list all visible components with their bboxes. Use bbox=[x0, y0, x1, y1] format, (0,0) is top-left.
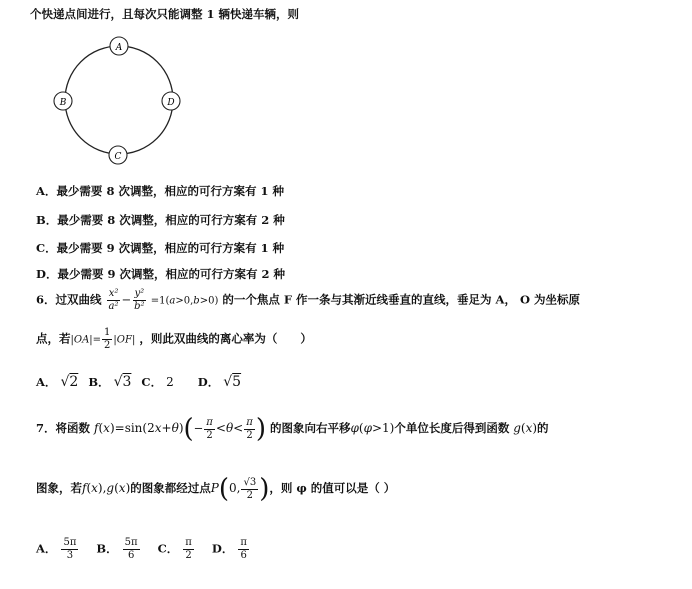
circle-diagram bbox=[40, 34, 200, 170]
svg-text:D: D bbox=[167, 98, 175, 108]
q7-options: A． $\frac{5\pi}{3}$ B． $\frac{5\pi}{6}$ C． $\frac{\pi}{2}$ D． $\frac{\pi}{6}$ bbox=[36, 537, 247, 561]
svg-text:C: C bbox=[114, 152, 122, 162]
node-a bbox=[110, 37, 128, 55]
node-b bbox=[54, 92, 72, 110]
node-d bbox=[162, 92, 180, 110]
intro-text: 个快递点间进行，且每次只能调整 1 辆快递车辆，则 bbox=[30, 7, 300, 21]
q5-option-b: B．最少需要 8 次调整，相应的可行方案有 2 种 bbox=[36, 213, 285, 227]
node-c bbox=[109, 146, 127, 164]
svg-text:B: B bbox=[59, 98, 67, 108]
q7-line-1: 7．将函数 f(x)=sin(2x+θ)(− $\frac{\pi}{2}$ <θ< $\frac{\pi}{2}$ ) 的图象向右平移φ(φ>1)个单位长度后得到函数 g(x)的 bbox=[36, 414, 549, 444]
q5-option-a: A．最少需要 8 次调整，相应的可行方案有 1 种 bbox=[36, 184, 284, 198]
q5-option-c: C．最少需要 9 次调整，相应的可行方案有 1 种 bbox=[36, 241, 285, 255]
q6-line-1: 6．过双曲线 $\frac{\text{x²}}{\text{a²}}$ − $\frac{\text{y²}}{\text{b²}}$ =1(a>0,b>0) 的一个焦点 F 作一条与其渐近线垂直的直线，垂足为 A， O 为坐标原 bbox=[36, 288, 580, 312]
q6-options: A． √2 B． √3 C． 2 D． √5 bbox=[36, 374, 242, 390]
q7-line-2: 图象，若f(x),g(x)的图象都经过点P(0, $\frac{√3}{2}$ )，则 φ 的值可以是（ ） bbox=[36, 474, 396, 504]
svg-text:A: A bbox=[115, 43, 123, 53]
q5-option-d: D．最少需要 9 次调整，相应的可行方案有 2 种 bbox=[36, 267, 286, 281]
q6-line-2: 点，若|OA|= $\frac{1}{2}$ |OF| ，则此双曲线的离心率为（ ） bbox=[36, 327, 312, 351]
